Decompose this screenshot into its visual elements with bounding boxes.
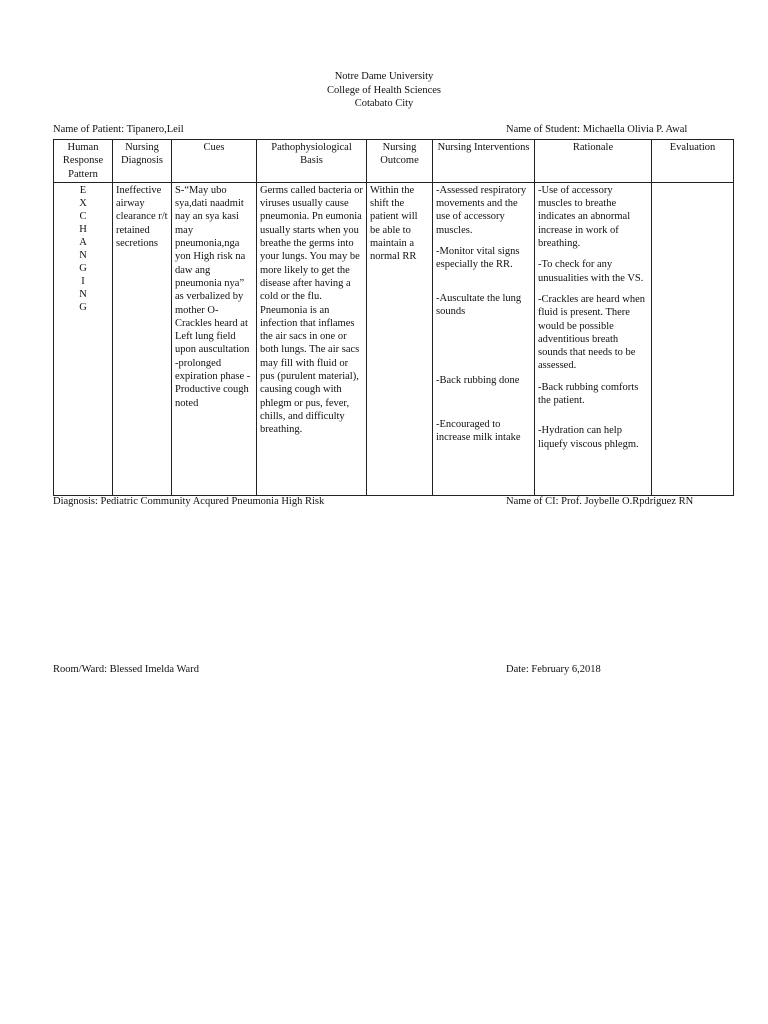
header-diagnosis: Nursing Diagnosis: [113, 140, 172, 183]
header-outcome: Nursing Outcome: [367, 140, 433, 183]
header-cues: Cues: [172, 140, 257, 183]
patient-name: Name of Patient: Tipanero,Leil: [53, 124, 184, 135]
pattern-letter: H: [79, 223, 87, 235]
evaluation-cell: [652, 182, 734, 495]
rationale-item: -To check for any unusualities with the VS.: [538, 259, 644, 284]
intervention-item: -Monitor vital signs especially the RR.: [436, 246, 520, 271]
rationale-item: -Crackles are heard when fluid is present. There would be possible adventitious breath sounds that needs to be assessed.: [538, 293, 645, 372]
diagnosis-line: Diagnosis: Pediatric Community Acqured Pneumonia High Risk: [53, 496, 325, 507]
city-name: Cotabato City: [354, 98, 414, 109]
student-name: Name of Student: Michaella Olivia P. Awal: [506, 124, 688, 135]
header-evaluation: Evaluation: [652, 140, 734, 183]
table-header-row: [54, 140, 734, 183]
interventions-cell: [433, 182, 535, 495]
rationale-cell: [535, 182, 652, 495]
document-header: [0, 70, 768, 111]
nursing-care-plan-table: [53, 139, 734, 496]
diagnosis-cell: Ineffective airway clearance r/t retained secretions: [113, 182, 172, 495]
intervention-item: -Auscultate the lung sounds: [436, 292, 522, 317]
rationale-item: -Hydration can help liquefy viscous phlegm.: [538, 425, 639, 450]
room-ward: Room/Ward: Blessed Imelda Ward: [53, 664, 199, 675]
rationale-item: -Back rubbing comforts the patient.: [538, 381, 639, 407]
rationale-item: -Use of accessory muscles to breathe indicates an abnormal increase in work of breathing.: [538, 184, 631, 250]
pattern-letter: I: [81, 275, 85, 287]
date-line: Date: February 6,2018: [506, 664, 601, 675]
pattern-cell: [54, 182, 113, 495]
header-interventions: Nursing Interventions: [433, 140, 535, 183]
header-rationale: Rationale: [535, 140, 652, 183]
college-name: College of Health Sciences: [326, 84, 441, 96]
pattern-letter: N: [79, 288, 87, 300]
outcome-cell: Within the shift the patient will be able to maintain a normal RR: [367, 182, 433, 495]
pattern-letter: A: [79, 236, 87, 248]
header-pattern: Human Response Pattern: [54, 140, 113, 183]
pattern-letter: N: [79, 249, 87, 261]
pattern-letter: E: [79, 184, 87, 196]
clinical-instructor: Name of CI: Prof. Joybelle O.Rpdriguez RN: [506, 496, 694, 507]
pattern-letter: C: [79, 210, 87, 222]
patho-cell: Germs called bacteria or viruses usually cause pneumonia. Pn eumonia usually starts when you breathe the germs into your lungs. You may be more likely to get the disease after having a cold or the flu. Pneumonia is an infection that inflames the air sacs in one or both lungs. The air sacs may fill with fluid or pus (purulent material), causing cough with phlegm or pus, fever, chills, and difficulty breathing.: [257, 182, 367, 495]
pattern-letter: G: [79, 301, 87, 313]
pattern-letter: G: [79, 262, 87, 274]
intervention-item: -Back rubbing done: [436, 375, 520, 387]
intervention-item: -Assessed respiratory movements and the use of accessory muscles.: [436, 184, 527, 236]
university-name: Notre Dame University: [334, 71, 434, 82]
pattern-letter: X: [79, 197, 87, 209]
intervention-item: -Encouraged to increase milk intake: [436, 418, 521, 443]
header-patho: Pathophysiological Basis: [257, 140, 367, 183]
table-row: [54, 182, 734, 495]
cues-cell: S-“May ubo sya,dati naadmit nay an sya kasi may pneumonia,nga yon High risk na daw ang pneumonia nya” as verbalized by mother O-Crackles heard at Left lung field upon auscultation -prolonged expiration phase -Productive cough noted: [172, 182, 257, 495]
